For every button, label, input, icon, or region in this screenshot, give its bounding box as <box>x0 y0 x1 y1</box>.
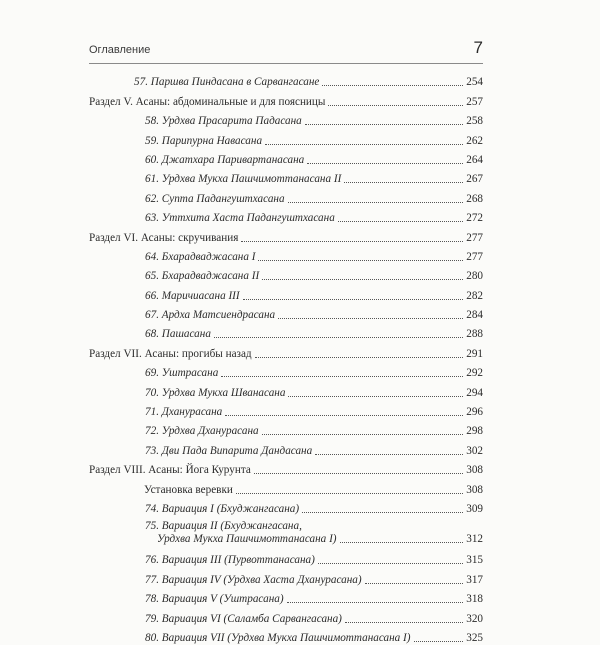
dot-leader <box>365 583 464 584</box>
toc-entry-label: 68. Пашасана <box>145 328 211 341</box>
toc-section-label: Раздел V. Асаны: абдоминальные и для поясницы <box>89 95 326 108</box>
toc-entry-row <box>89 70 483 89</box>
dot-leader <box>302 512 463 513</box>
dot-leader <box>262 434 464 435</box>
toc-entry-label: 66. Маричиасана III <box>145 289 240 302</box>
toc-entry-row <box>89 264 483 283</box>
toc-page-number: 318 <box>466 593 483 606</box>
toc-entry-label: 58. Урдхва Прасарита Падасана <box>145 115 302 128</box>
dot-leader <box>307 163 463 164</box>
toc-section-label: Раздел VIII. Асаны: Йога Курунта <box>89 464 251 477</box>
toc-entry-label: 63. Уттхита Хаста Падангуштхасана <box>145 212 335 225</box>
toc-page-number: 292 <box>466 367 483 380</box>
toc-page-number: 317 <box>466 573 483 586</box>
toc-entry-label: 71. Дханурасана <box>145 406 223 419</box>
toc-page-number: 258 <box>466 115 483 128</box>
toc-section-row <box>89 458 483 477</box>
toc-page-number: 268 <box>466 192 483 205</box>
toc-entry-label: 80. Вариация VII (Урдхва Мукха Пашчимоттанасана I) <box>145 631 411 644</box>
toc-page-number: 267 <box>466 173 483 186</box>
toc-entry-label: 70. Урдхва Мукха Шванасана <box>145 386 286 399</box>
toc-entry-row <box>89 128 483 147</box>
dot-leader <box>254 473 463 474</box>
toc-entry-label: 73. Дви Пада Випарита Дандасана <box>145 444 313 457</box>
toc-page-number: 277 <box>466 250 483 263</box>
dot-leader <box>344 182 463 183</box>
toc-page-number: 308 <box>466 483 483 496</box>
dot-leader <box>338 221 463 222</box>
dot-leader <box>328 105 463 106</box>
toc-page-number: 272 <box>466 212 483 225</box>
dot-leader <box>322 85 463 86</box>
dot-leader <box>241 241 463 242</box>
toc-page-number: 280 <box>466 270 483 283</box>
toc-entry-label: 67. Ардха Матсиендрасана <box>145 309 276 322</box>
toc-entry-label: 60. Джатхара Паривартанасана <box>145 153 305 166</box>
toc-page-number: 291 <box>466 347 483 360</box>
toc-entry-row <box>89 245 483 264</box>
toc-entry-row <box>89 419 483 438</box>
toc-entry-label: 72. Урдхва Дханурасана <box>145 425 259 438</box>
dot-leader <box>287 602 464 603</box>
dot-leader <box>340 542 464 543</box>
toc-section-row <box>89 225 483 244</box>
toc-entry-row <box>89 626 483 645</box>
dot-leader <box>214 337 463 338</box>
toc-entry-row <box>89 206 483 225</box>
toc-page-number: 320 <box>466 612 483 625</box>
toc-page-number: 296 <box>466 406 483 419</box>
toc-section-row <box>89 89 483 108</box>
toc-entry-label: 57. Паршва Пиндасана в Сарвангасане <box>134 76 320 89</box>
toc-entry-row <box>89 400 483 419</box>
dot-leader <box>305 124 463 125</box>
toc-entry-label: 75. Вариация II (Бхуджангасана, <box>145 519 302 532</box>
toc-entry-label: 74. Вариация I (Бхуджангасана) <box>145 502 300 515</box>
toc-page-number: 315 <box>466 554 483 567</box>
toc-page-number: 302 <box>466 444 483 457</box>
dot-leader <box>345 622 463 623</box>
toc-page-number: 264 <box>466 153 483 166</box>
toc-entry-row <box>89 438 483 457</box>
toc-page-number: 312 <box>466 532 483 545</box>
toc-page-number: 298 <box>466 425 483 438</box>
toc-entry-row <box>89 186 483 205</box>
toc-entry-label: 59. Парипурна Навасана <box>145 134 263 147</box>
dot-leader <box>243 299 464 300</box>
dot-leader <box>258 260 463 261</box>
running-header <box>89 38 483 62</box>
toc-entry-row <box>89 516 483 548</box>
toc-page-number: 262 <box>466 134 483 147</box>
dot-leader <box>288 202 464 203</box>
toc-section-label: Раздел VI. Асаны: скручивания <box>89 231 239 244</box>
toc-entry-label: 64. Бхарадваджасана I <box>145 250 256 263</box>
dot-leader <box>255 357 464 358</box>
toc-entry-row <box>89 548 483 567</box>
toc-page-number: 308 <box>466 464 483 477</box>
toc-entry-label: 79. Вариация VI (Саламба Сарвангасана) <box>145 612 342 625</box>
toc-entry-row <box>89 587 483 606</box>
toc-page-number: 284 <box>466 309 483 322</box>
toc-page-number: 325 <box>466 631 483 644</box>
toc-page-number: 277 <box>466 231 483 244</box>
dot-leader <box>225 415 463 416</box>
toc-entry-row <box>89 477 483 496</box>
toc-entry-label: 69. Уштрасана <box>145 367 219 380</box>
toc-entry-label-continued: Урдхва Мукха Пашчимоттанасана I) <box>157 532 337 545</box>
toc-entry-row <box>89 322 483 341</box>
dot-leader <box>318 563 463 564</box>
toc-page-number: 257 <box>466 95 483 108</box>
toc-entry-label: 62. Супта Падангуштхасана <box>145 192 285 205</box>
toc-entry-label: 77. Вариация IV (Урдхва Хаста Дханурасана) <box>145 573 362 586</box>
toc-entry-row <box>89 148 483 167</box>
toc-section-row <box>89 341 483 360</box>
toc-entry-row <box>89 361 483 380</box>
toc-entry-label: 78. Вариация V (Уштрасана) <box>145 593 284 606</box>
header-page-number: 7 <box>473 38 483 57</box>
table-of-contents <box>89 70 483 645</box>
toc-page-number: 288 <box>466 328 483 341</box>
toc-entry-label: 65. Бхарадваджасана II <box>145 270 260 283</box>
dot-leader <box>288 396 463 397</box>
toc-entry-row <box>89 380 483 399</box>
toc-page-number: 282 <box>466 289 483 302</box>
dot-leader <box>414 641 464 642</box>
toc-page-number: 309 <box>466 502 483 515</box>
toc-entry-row <box>89 497 483 516</box>
dot-leader <box>221 376 463 377</box>
toc-entry-row <box>89 109 483 128</box>
toc-entry-row <box>89 167 483 186</box>
dot-leader <box>278 318 463 319</box>
dot-leader <box>265 144 463 145</box>
toc-page-number: 254 <box>466 76 483 89</box>
toc-entry-row <box>89 567 483 586</box>
toc-entry-row <box>89 303 483 322</box>
dot-leader <box>315 454 463 455</box>
toc-page-number: 294 <box>466 386 483 399</box>
toc-entry-row <box>89 606 483 625</box>
header-title: Оглавление <box>89 44 151 56</box>
toc-section-label: Раздел VII. Асаны: прогибы назад <box>89 347 252 360</box>
toc-entry-label: 61. Урдхва Мукха Пашчимоттанасана II <box>145 173 342 186</box>
toc-entry-label: 76. Вариация III (Пурвоттанасана) <box>145 554 315 567</box>
header-rule <box>89 63 483 64</box>
toc-entry-label: Установка веревки <box>144 483 233 496</box>
dot-leader <box>236 493 463 494</box>
dot-leader <box>262 279 463 280</box>
toc-entry-row <box>89 283 483 302</box>
